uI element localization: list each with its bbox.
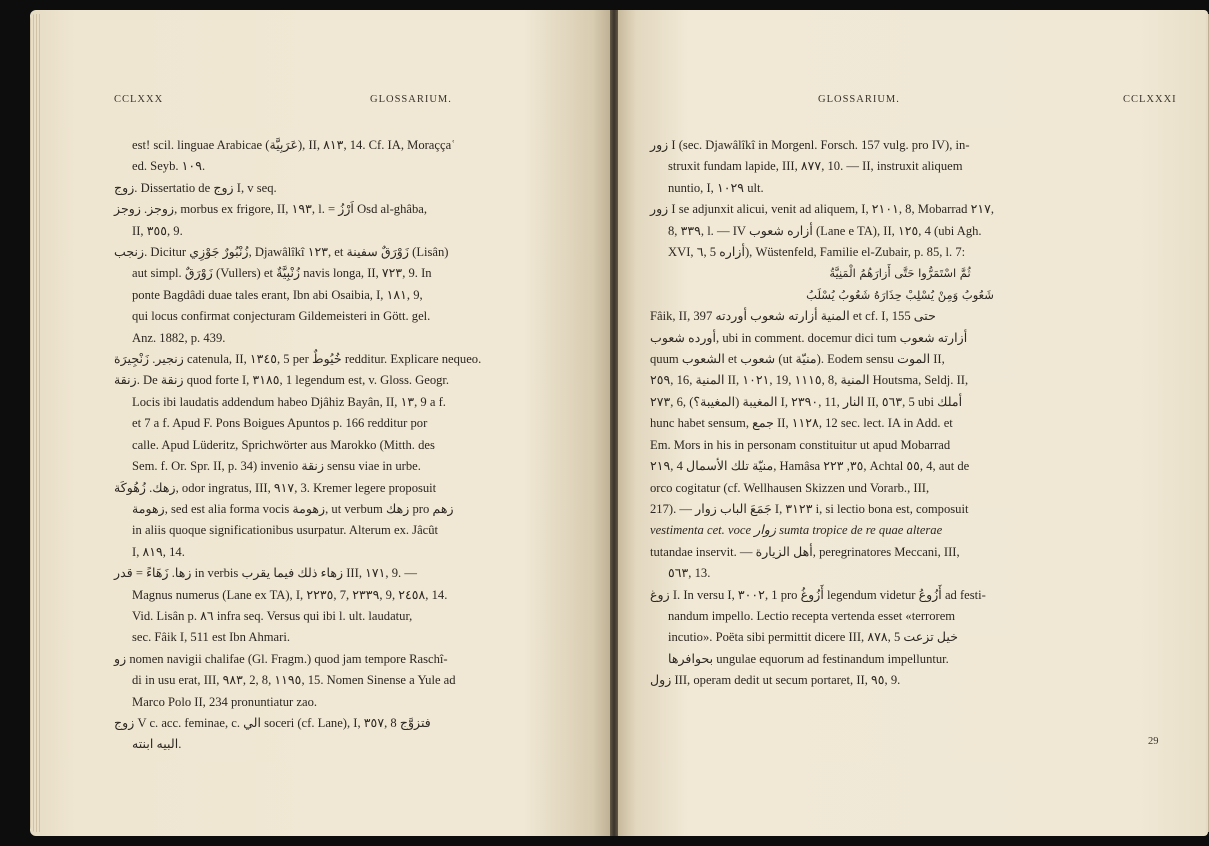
text-line: ed. Seyb. ١٠٩.	[132, 159, 206, 174]
text-line: زوغ I. In versu I, ٣٠٠٢, 1 pro أَزُوغُ legendum videtur أَزُوعُ ad festi-	[650, 587, 986, 602]
text-line: struxit fundam lapide, III, ٨٧٧, 10. — II, instruxit aliquem	[668, 159, 963, 174]
text-line: 8, ٣٣٩, l. — IV أزاره شعوب (Lane e TA), II, ١٢٥, 4 (ubi Agh.	[668, 223, 982, 238]
text-line: ٢٧٣, 6, المغيبة (المغيبة؟) I, ٢٣٩٠, 11, النار II, ٥٦٣, 5 ubi أملك	[650, 394, 963, 409]
text-line: II, ٣٥٥, 9.	[132, 223, 183, 238]
text-line: Vid. Lisân p. ٨٦ infra seq. Versus qui ibi l. ult. laudatur,	[132, 608, 413, 623]
text-line: sec. Fâik I, 511 est Ibn Ahmari.	[132, 630, 290, 645]
text-line: ٢٥٩, 16, المنية II, ١٠٢١, 19, ١١١٥, 8, المنية Houtsma, Seldj. II,	[650, 373, 969, 388]
text-line: XVI, ٦, 5 أزاره), Wüstenfeld, Familie el-Zubair, p. 85, l. 7:	[668, 245, 966, 260]
text-line: ponte Bagdâdi duae tales erant, Ibn abi Osaibia, I, ١٨١, 9,	[132, 287, 423, 302]
text-line: 217). — جَمَعَ الباب زوار I, ٣١٢٣ i, si lectio bona est, composuit	[650, 501, 969, 516]
text-line: Fâik, II, 397 المنية أزارته شعوب أوردته et cf. I, 155 حتى	[650, 309, 936, 324]
text-line: زوج. Dissertatio de زوج I, v seq.	[114, 180, 277, 195]
text-line: nuntio, I, ١٠٢٩ ult.	[668, 180, 764, 195]
text-line: aut simpl. زَوْرَقٌ (Vullers) et زُنْبِيَّةٌ navis longa, II, ٧٢٣, 9. In	[132, 266, 432, 281]
left-page-number: CCLXXX	[114, 94, 164, 105]
text-line: زور I se adjunxit alicui, venit ad aliquem, I, ٢١٠١, 8, Mobarrad ٢١٧,	[650, 202, 995, 217]
text-line: Locis ibi laudatis addendum habeo Djâhiz Bayân, II, ١٣, 9 a f.	[132, 394, 446, 409]
text-line: et 7 a f. Apud F. Pons Boigues Apuntos p. 166 redditur por	[132, 416, 428, 431]
text-line: زوجز. زوجز, morbus ex frigore, II, ١٩٣, l. = اَرْزُ Osd al-ghâba,	[114, 202, 428, 217]
text-line: Em. Mors in his in personam constituitur ut apud Mobarrad	[650, 437, 951, 452]
left-page-edges	[30, 14, 42, 832]
text-line: I, ٨١٩, 14.	[132, 544, 185, 559]
text-line: Magnus numerus (Lane ex TA), I, ٢٢٣٥, 7, ٢٣٣٩, 9, ٢٤٥٨, 14.	[132, 587, 448, 602]
right-page-text	[650, 135, 1150, 692]
text-line: زور I (sec. Djawâlîkî in Morgenl. Forsch. 157 vulg. pro IV), in-	[650, 138, 970, 152]
right-page	[618, 10, 1208, 836]
text-line: in aliis quoque significationibus usurpatur. Alterum ex. Jâcût	[132, 523, 439, 538]
text-line: nandum impello. Lectio recepta vertenda esset «terrorem	[668, 608, 956, 623]
text-line: di in usu erat, III, ٩٨٣, 2, 8, ١١٩٥, 15. Nomen Sinense a Yule ad	[132, 673, 456, 688]
text-line: ٥٦٣, 13.	[668, 566, 711, 581]
text-line: tutandae inservit. — أهل الزيارة, peregrinatores Meccani, III,	[650, 544, 960, 559]
right-running-title: GLOSSARIUM.	[818, 94, 900, 105]
text-line: بحوافرها ungulae equorum ad festinandum impelluntur.	[668, 651, 949, 666]
text-line: زنجير. زَنْجِيرَة catenula, II, ١٣٤٥, 5 per خُيُوطٌ redditur. Explicare nequeo.	[114, 352, 482, 367]
text-line: Marco Polo II, 234 pronuntiatur zao.	[132, 694, 318, 709]
text-line: أورده شعوب, ubi in comment. docemur dici tum أزارته شعوب	[650, 330, 968, 345]
text-line: زنجب. Dicitur زُنْبُورٌ جَوْزِي, Djawâlîkî ١٢٣, et زَوْرَقٌ سفينة (Lisân)	[114, 245, 449, 260]
text-line: orco cogitatur (cf. Wellhausen Skizzen und Vorarb., III,	[650, 480, 930, 495]
text-line: est! scil. linguae Arabicae (عَرَبِيَّة), II, ٨١٣, 14. Cf. IA, Moraççaʿ	[132, 138, 456, 152]
text-line: زو nomen navigii chalifae (Gl. Fragm.) quod jam tempore Raschî-	[114, 651, 448, 666]
text-line: زول III, operam dedit ut secum portaret, II, ٩٥, 9.	[650, 673, 901, 688]
text-line: hunc habet sensum, جمع II, ١١٢٨, 12 sec. lect. IA in Add. et	[650, 416, 953, 431]
right-page-number: CCLXXXI	[1123, 94, 1177, 105]
text-line: qui locus confirmat conjecturam Gildemeisteri in Gött. gel.	[132, 309, 431, 324]
left-running-title: GLOSSARIUM.	[370, 94, 452, 105]
text-line: quum الشعوب et شعوب (ut منيّة). Eodem sensu الموت II,	[650, 352, 945, 367]
text-line: Anz. 1882, p. 439.	[132, 330, 226, 345]
text-line: زهومة, sed est alia forma vocis زهومة, ut verbum زهك pro زهم	[132, 501, 454, 516]
text-line: incutio». Poëta sibi permittit dicere III, ٨٧٨, 5 خيل تزعت	[668, 630, 959, 645]
verse-line: ثُمَّ اسْتَمَرُّوا حَتَّى أَزارَهُمُ الْمَنِيَّةُ	[829, 266, 971, 281]
left-page	[30, 10, 610, 836]
text-line: زنقة. De زنقة quod forte I, ٣١٨٥, 1 legendum est, v. Gloss. Geogr.	[114, 373, 450, 388]
folio-signature: 29	[1148, 736, 1159, 747]
text-line: ٢١٩, 4 منيّة تلك الأسمال, Hamâsa ٣٥, ٢٢٣, Achtal ٥٥, 4, aut de	[650, 459, 970, 474]
verse-line: شَعُوبُ وَمِنْ يُسْلِبْ حِذَارَهُ شَعُوبُ يُسْلَبُ	[806, 287, 994, 302]
text-line: زها. زَهَاءً = قدر in verbis زهاء ذلك فيما يقرب III, ١٧١, 9. —	[114, 566, 417, 581]
text-line: زوج V c. acc. feminae, c. الي soceri (cf. Lane), I, ٣٥٧, 8 فتزوَّج	[114, 715, 431, 730]
left-page-text	[114, 135, 586, 756]
text-line: calle. Apud Lüderitz, Sprichwörter aus Marokko (Mitth. des	[132, 437, 435, 452]
text-line: البيه ابنته.	[132, 737, 182, 752]
text-line: Sem. f. Or. Spr. II, p. 34) invenio زنقة sensu viae in urbe.	[132, 459, 421, 474]
text-line: زهك. زُهُوكَة, odor ingratus, III, ٩١٧, 3. Kremer legere proposuit	[114, 480, 437, 495]
text-line: vestimenta cet. voce زوار sumta tropice de re quae alterae	[650, 523, 943, 538]
open-book	[22, 10, 1194, 836]
